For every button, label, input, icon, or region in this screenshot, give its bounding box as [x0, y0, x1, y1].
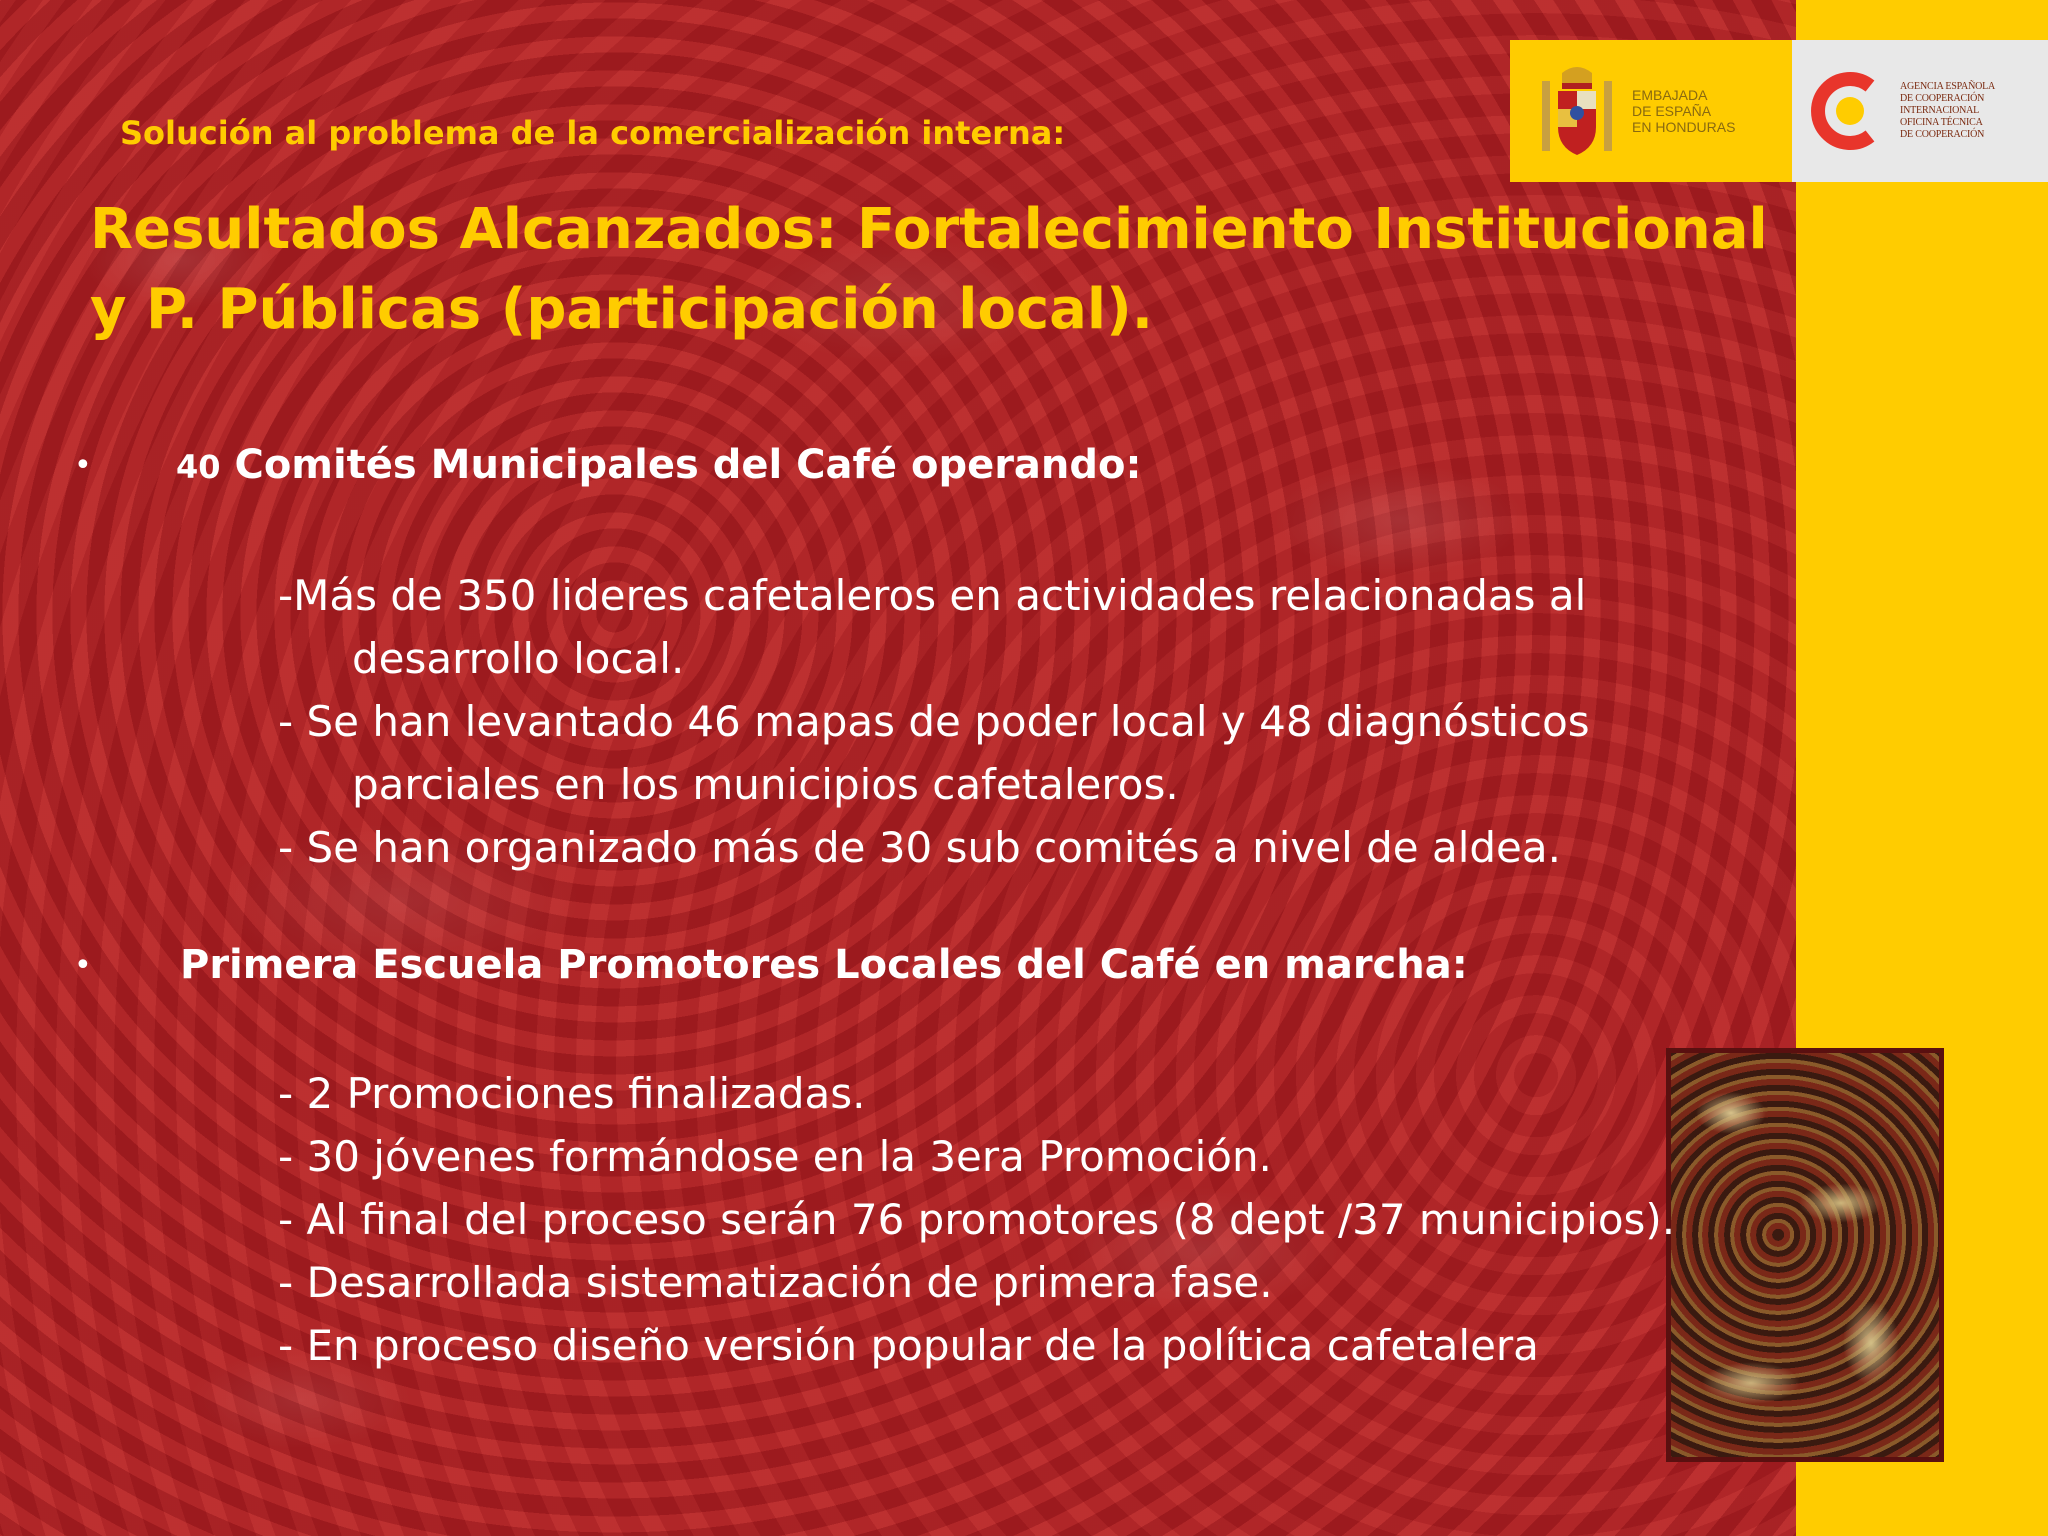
cooperation-logo-text: AGENCIA ESPAÑOLA DE COOPERACIÓN INTERNACIONAL OFICINA TÉCNICA DE COOPERACIÓN	[1900, 81, 1996, 140]
spain-coat-of-arms-icon	[1536, 61, 1618, 161]
slide-title: Resultados Alcanzados: Fortalecimiento Institucional y P. Públicas (participación local).	[90, 197, 1768, 342]
embassy-logo-text: EMBAJADA DE ESPAÑA EN HONDURAS	[1632, 87, 1736, 135]
list-item: - Desarrollada sistematización de primera fase.	[278, 1258, 1273, 1307]
bullet-2: •	[74, 948, 92, 983]
cooperation-agency-logo	[1792, 40, 2048, 182]
list-item: - Se han organizado más de 30 sub comités a nivel de aldea.	[278, 823, 1561, 872]
embassy-logo	[1510, 40, 1792, 182]
logo-header	[1510, 40, 2048, 182]
list-item: -Más de 350 lideres cafetaleros en actividades relacionadas al desarrollo local.	[278, 571, 1587, 683]
list-item: - Se han levantado 46 mapas de poder local y 48 diagnósticos parciales en los municipios cafetaleros.	[278, 697, 1590, 809]
slide-subtitle: Solución al problema de la comercialización interna:	[120, 114, 1066, 152]
list-item: - Al final del proceso serán 76 promotores (8 dept /37 municipios).	[278, 1195, 1676, 1244]
coffee-beans-photo	[1666, 1048, 1944, 1462]
section-1-number: 40	[176, 448, 221, 486]
list-item: - 2 Promociones finalizadas.	[278, 1069, 866, 1118]
aecid-c-mark-icon	[1806, 66, 1886, 156]
list-item: - 30 jóvenes formándose en la 3era Promoción.	[278, 1132, 1272, 1181]
list-item: - En proceso diseño versión popular de la política cafetalera	[278, 1321, 1539, 1370]
section-1-heading	[176, 442, 1142, 488]
section-2-list	[278, 1062, 1798, 1377]
section-1-list	[278, 564, 1718, 879]
section-2-heading: Primera Escuela Promotores Locales del Café en marcha:	[180, 942, 1468, 988]
bullet-1: •	[74, 448, 92, 483]
section-1-heading-text: Comités Municipales del Café operando:	[220, 442, 1142, 488]
